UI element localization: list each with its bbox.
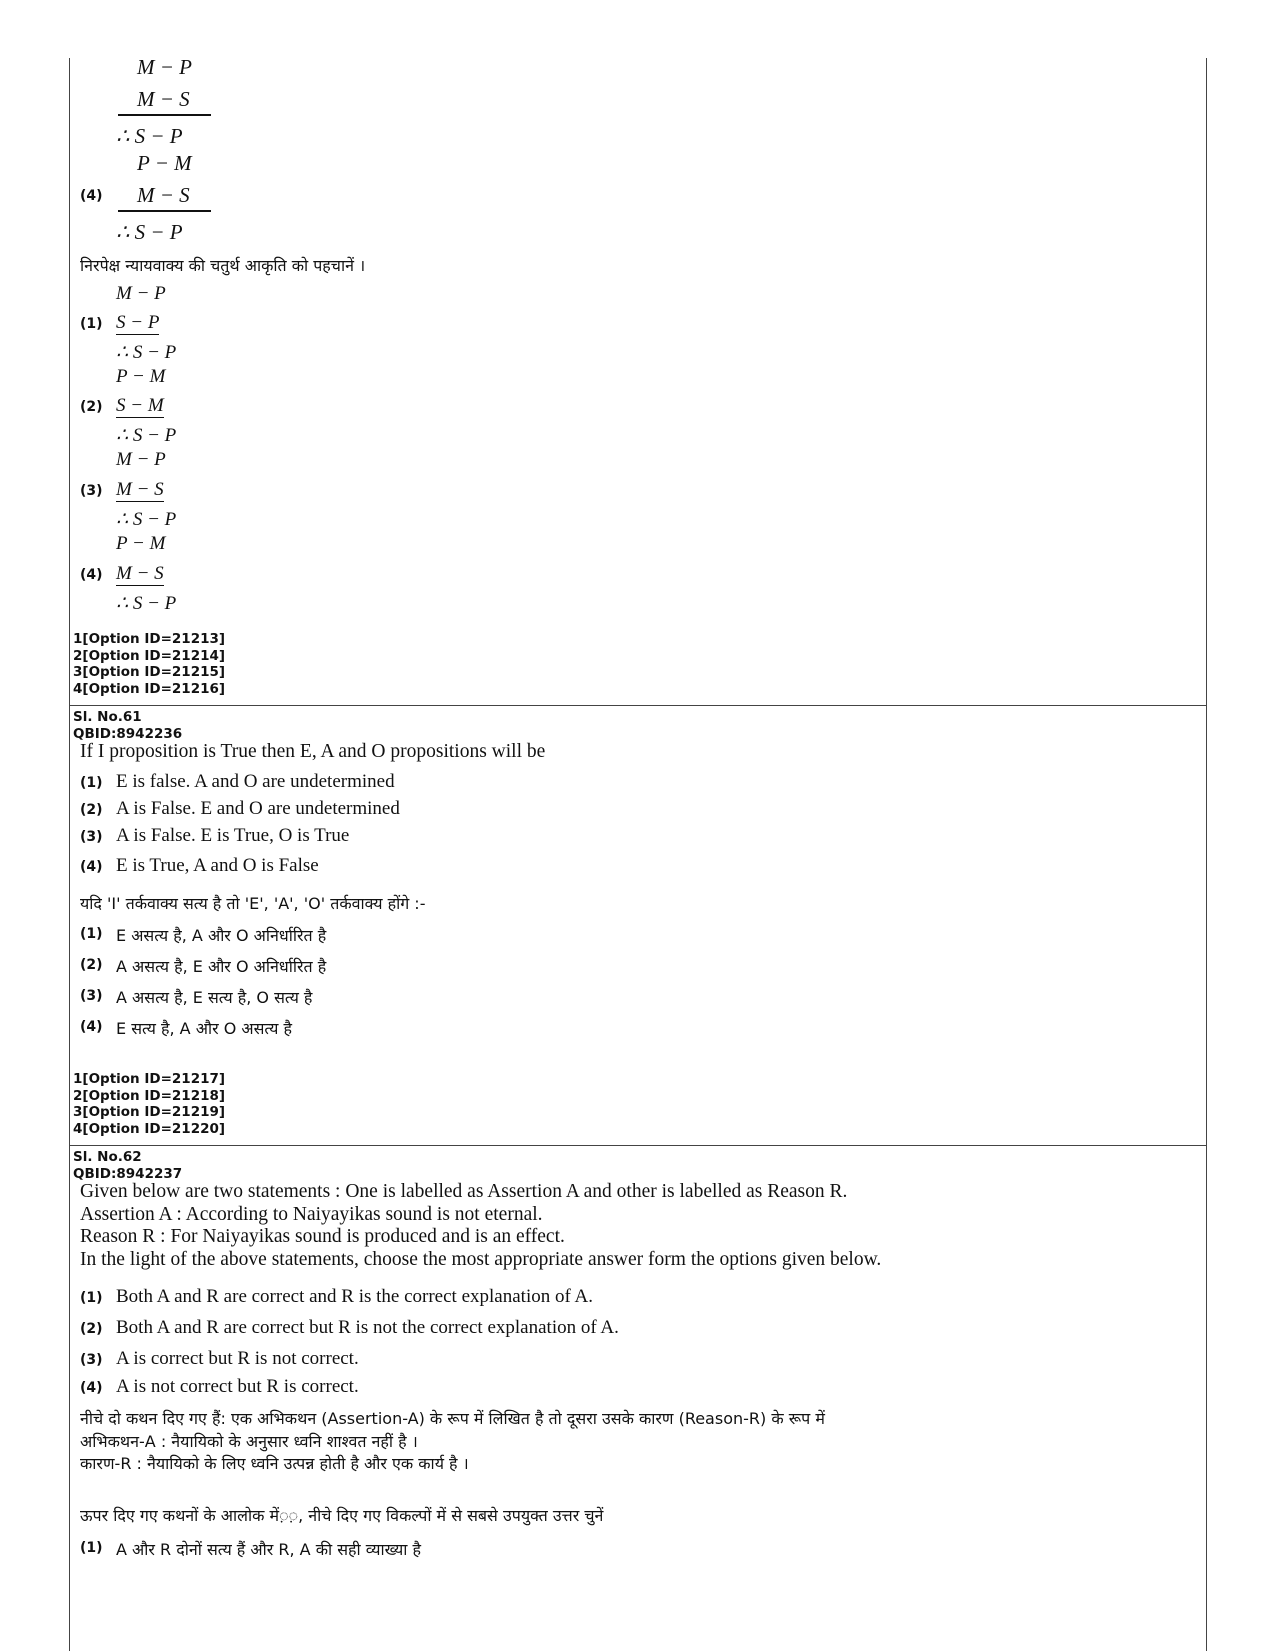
prev-hopt2-line2: S − M — [116, 395, 164, 416]
q61-hopt1-label: (1) — [80, 926, 103, 942]
q62-opt1-text: Both A and R are correct and R is the correct explanation of A. — [116, 1286, 593, 1307]
prev-hopt4-line1: P − M — [116, 533, 166, 554]
option-id: 2[Option ID=21218] — [73, 1087, 226, 1104]
option-id: 3[Option ID=21219] — [73, 1104, 226, 1120]
prev-opt4-label: (4) — [80, 188, 103, 204]
prev-opt4-rule — [118, 210, 211, 212]
prev-hopt3-line2: M − S — [116, 479, 164, 500]
divider-q61 — [69, 705, 1207, 706]
q61-hopt3-label: (3) — [80, 988, 103, 1004]
q62-opt3-label: (3) — [80, 1352, 103, 1368]
q61-option-ids — [73, 1071, 225, 1137]
q61-hopt1-text: E असत्य है, A और O अनिर्धारित है — [116, 926, 327, 945]
prev-hopt3-label: (3) — [80, 483, 103, 499]
q61-hopt3-text: A असत्य है, E सत्य है, O सत्य है — [116, 988, 313, 1007]
serial-number: Sl. No.61 — [73, 709, 142, 725]
prev-opt3-rule — [118, 114, 211, 116]
option-id: 2[Option ID=21214] — [73, 647, 226, 664]
q62-opt2-label: (2) — [80, 1321, 103, 1337]
q62-opt4-text: A is not correct but R is correct. — [116, 1376, 359, 1397]
q62-header — [73, 1149, 182, 1182]
q62-hindi-line: नीचे दो कथन दिए गए हैं: एक अभिकथन (Assertion-A) के रूप में लिखित है तो दूसरा उसके कारण (Reason-R) के रूप में — [80, 1409, 825, 1428]
q61-opt3-label: (3) — [80, 829, 103, 845]
q61-opt4-label: (4) — [80, 859, 103, 875]
prev-opt4-line3: ∴ S − P — [116, 220, 183, 244]
q62-question — [80, 1181, 881, 1271]
q61-opt1-label: (1) — [80, 775, 103, 791]
q62-opt4-label: (4) — [80, 1380, 103, 1396]
q61-opt2-label: (2) — [80, 802, 103, 818]
q62-opt1-label: (1) — [80, 1290, 103, 1306]
prev-hopt2-line1: P − M — [116, 366, 166, 387]
prev-hopt3-line1: M − P — [116, 449, 166, 470]
q62-question-line: Assertion A : According to Naiyayikas sound is not eternal. — [80, 1203, 543, 1225]
q61-opt2-text: A is False. E and O are undetermined — [116, 798, 400, 819]
q61-hopt2-text: A असत्य है, E और O अनिर्धारित है — [116, 957, 327, 976]
serial-number: Sl. No.62 — [73, 1149, 142, 1165]
q61-question: If I proposition is True then E, A and O propositions will be — [80, 741, 546, 762]
q62-hindi-line: अभिकथन-A : नैयायिको के अनुसार ध्वनि शाश्वत नहीं है । — [80, 1431, 418, 1451]
option-id: 4[Option ID=21216] — [73, 680, 226, 697]
prev-opt4-line1: P − M — [137, 151, 192, 175]
q62-hopt1-label: (1) — [80, 1540, 103, 1556]
prev-hindi-question: निरपेक्ष न्यायवाक्य की चतुर्थ आकृति को पहचानें । — [80, 256, 366, 275]
prev-hopt2-label: (2) — [80, 399, 103, 415]
qbid: QBID:8942237 — [73, 1165, 183, 1182]
prev-option-ids — [73, 631, 225, 697]
q62-question-line: Reason R : For Naiyayikas sound is produced and is an effect. — [80, 1226, 565, 1247]
q62-hopt1-text: A और R दोनों सत्य हैं और R, A की सही व्याख्या है — [116, 1540, 422, 1559]
prev-hopt1-line1: M − P — [116, 283, 166, 304]
qbid: QBID:8942236 — [73, 725, 183, 742]
prev-hopt1-label: (1) — [80, 316, 103, 332]
prev-hopt3-line3: ∴ S − P — [116, 509, 177, 530]
q61-hindi-question: यदि 'I' तर्कवाक्य सत्य है तो 'E', 'A', 'O' तर्कवाक्य होंगे :- — [80, 894, 426, 913]
divider-q62 — [69, 1145, 1207, 1146]
prev-hopt1-line3: ∴ S − P — [116, 342, 177, 363]
q62-hindi-line: कारण-R : नैयायिको के लिए ध्वनि उत्पन्न होती है और एक कार्य है । — [80, 1454, 469, 1473]
q62-question-line: In the light of the above statements, choose the most appropriate answer form the options given below. — [80, 1248, 882, 1270]
prev-opt3-line1: M − P — [137, 55, 192, 79]
q61-hopt4-text: E सत्य है, A और O असत्य है — [116, 1019, 292, 1038]
q61-opt4-text: E is True, A and O is False — [116, 855, 319, 876]
q61-hopt4-label: (4) — [80, 1019, 103, 1035]
prev-hopt4-line2: M − S — [116, 563, 164, 584]
q62-hindi-instruction: ऊपर दिए गए कथनों के आलोक में◌़◌़, नीचे दिए गए विकल्पों में से सबसे उपयुक्त उत्तर चुनें — [80, 1506, 604, 1525]
prev-opt4-line2: M − S — [137, 183, 190, 207]
q61-hopt2-label: (2) — [80, 957, 103, 973]
option-id: 4[Option ID=21220] — [73, 1120, 226, 1137]
prev-hopt2-line3: ∴ S − P — [116, 425, 177, 446]
q61-opt3-text: A is False. E is True, O is True — [116, 825, 350, 846]
q62-question-line: Given below are two statements : One is labelled as Assertion A and other is labelled as Reason R. — [80, 1181, 848, 1202]
prev-opt3-line3: ∴ S − P — [116, 124, 183, 148]
q61-opt1-text: E is false. A and O are undetermined — [116, 771, 395, 792]
prev-hopt1-line2: S − P — [116, 312, 160, 333]
q62-opt2-text: Both A and R are correct but R is not the correct explanation of A. — [116, 1317, 619, 1338]
option-id: 3[Option ID=21215] — [73, 664, 226, 680]
prev-hopt4-label: (4) — [80, 567, 103, 583]
q62-opt3-text: A is correct but R is not correct. — [116, 1348, 359, 1369]
prev-hopt4-line3: ∴ S − P — [116, 593, 177, 614]
q62-hindi-statements — [80, 1408, 825, 1476]
prev-opt3-line2: M − S — [137, 87, 190, 111]
option-id: 1[Option ID=21217] — [73, 1071, 226, 1087]
q61-header — [73, 709, 182, 742]
option-id: 1[Option ID=21213] — [73, 631, 226, 647]
